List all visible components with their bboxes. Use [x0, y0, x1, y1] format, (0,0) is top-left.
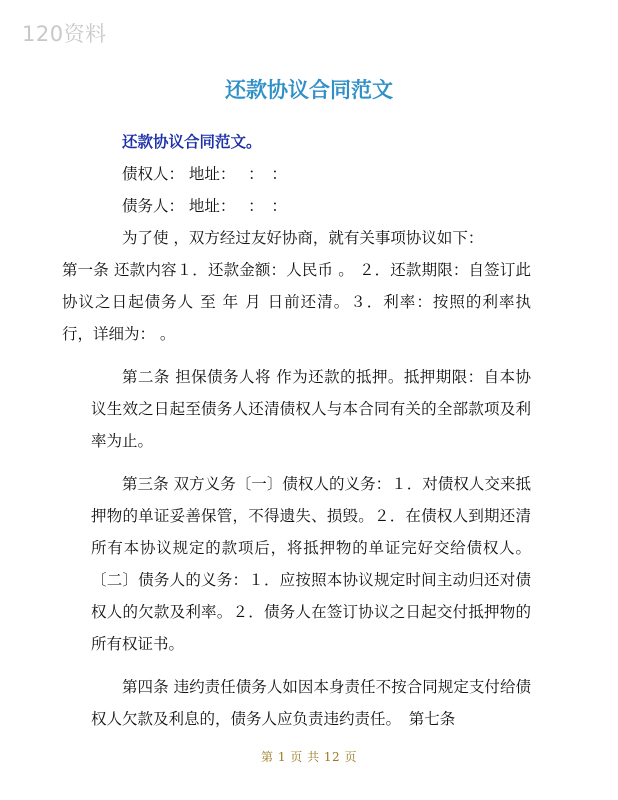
page-indicator: 第 1 页 共 12 页 [261, 750, 357, 764]
article-2-paragraph: 第二条 担保债务人将 作为还款的抵押。抵押期限：自本协议生效之日起至债务人还清债权人与本合同有关的全部款项及利率为止。 [91, 368, 531, 450]
document-subtitle: 还款协议合同范文。 [122, 133, 262, 151]
creditor-line: 债权人： 地址： ： ： [122, 165, 287, 183]
paragraph-gap [91, 457, 531, 468]
document-title: 还款协议合同范文 [225, 78, 393, 102]
debtor-line: 债务人： 地址： ： ： [122, 197, 287, 215]
article-4-paragraph: 第四条 违约责任债务人如因本身责任不按合同规定支付给债权人欠款及利息的，债务人应负责违约责任。 第七条 [91, 678, 531, 728]
document-body [62, 126, 531, 735]
paragraph-gap [91, 660, 531, 671]
paragraph-gap [91, 350, 531, 361]
intro-paragraph: 为了使 ，双方经过友好协商，就有关事项协议如下： [122, 229, 484, 247]
article-1-paragraph: 第一条 还款内容１．还款金额：人民币 。 ２．还款期限：自签订此协议之日起债务人 至 年 月 日前还清。３．利率：按照的利率执行，详细为： 。 [62, 261, 531, 343]
article-3-paragraph: 第三条 双方义务〔一〕债权人的义务：１．对债权人交来抵押物的单证妥善保管，不得遗失、损毁。２．在债权人到期还清所有本协议规定的款项后，将抵押物的单证完好交给债权人。〔二〕债务人的义务：１．应按照本协议规定时间主动归还对债权人的欠款及利率。２．债务人在签订协议之日起交付抵押物的所有权证书。 [91, 475, 531, 653]
watermark: 120资料 [22, 22, 107, 46]
